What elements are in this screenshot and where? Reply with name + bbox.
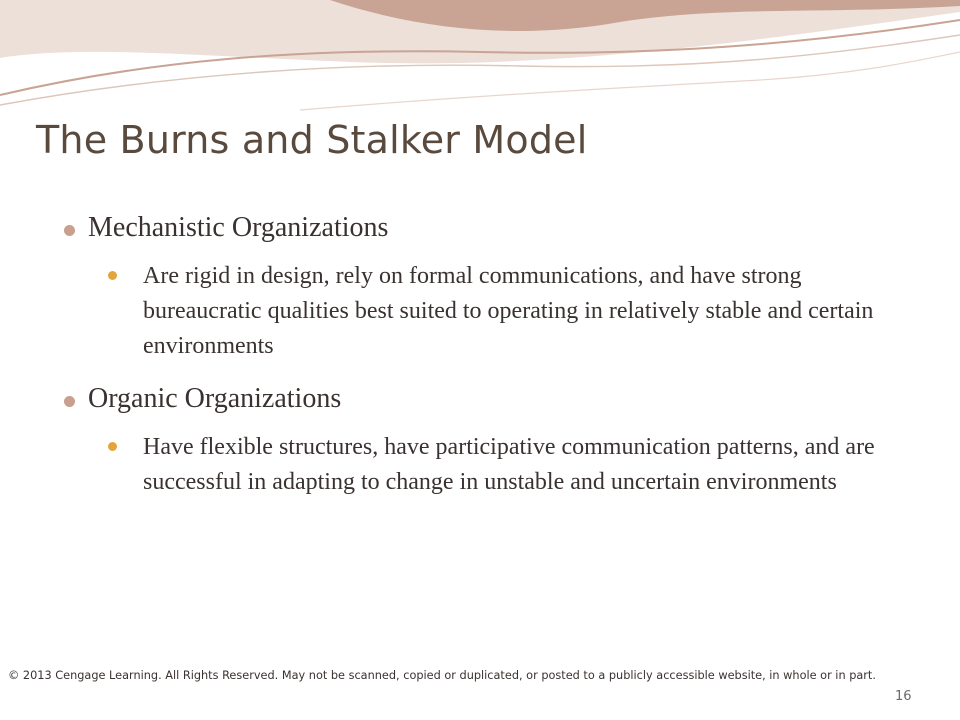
bullet-dot-icon xyxy=(64,396,75,407)
sub-bullet-mechanistic xyxy=(143,259,903,364)
sub-bullet-dot-icon xyxy=(108,271,117,280)
bullet-heading: Mechanistic Organizations xyxy=(88,212,389,243)
bullet-organic xyxy=(64,382,904,416)
header-wave-decoration xyxy=(0,0,960,120)
slide-title: The Burns and Stalker Model xyxy=(36,118,588,162)
bullet-mechanistic xyxy=(64,211,904,245)
sub-bullet-text: Are rigid in design, rely on formal communications, and have strong bureaucratic qualities best suited to operating in relatively stable and certain environments xyxy=(143,263,874,359)
copyright-footer: © 2013 Cengage Learning. All Rights Reserved. May not be scanned, copied or duplicated, or posted to a publicly accessible website, in whole or in part. xyxy=(8,669,876,682)
sub-bullet-organic xyxy=(143,430,903,500)
bullet-heading: Organic Organizations xyxy=(88,383,342,414)
page-number: 16 xyxy=(895,689,912,704)
slide-body xyxy=(64,205,904,518)
bullet-dot-icon xyxy=(64,225,75,236)
sub-bullet-text: Have flexible structures, have participative communication patterns, and are successful in adapting to change in unstable and uncertain environments xyxy=(143,434,875,495)
sub-bullet-dot-icon xyxy=(108,442,117,451)
